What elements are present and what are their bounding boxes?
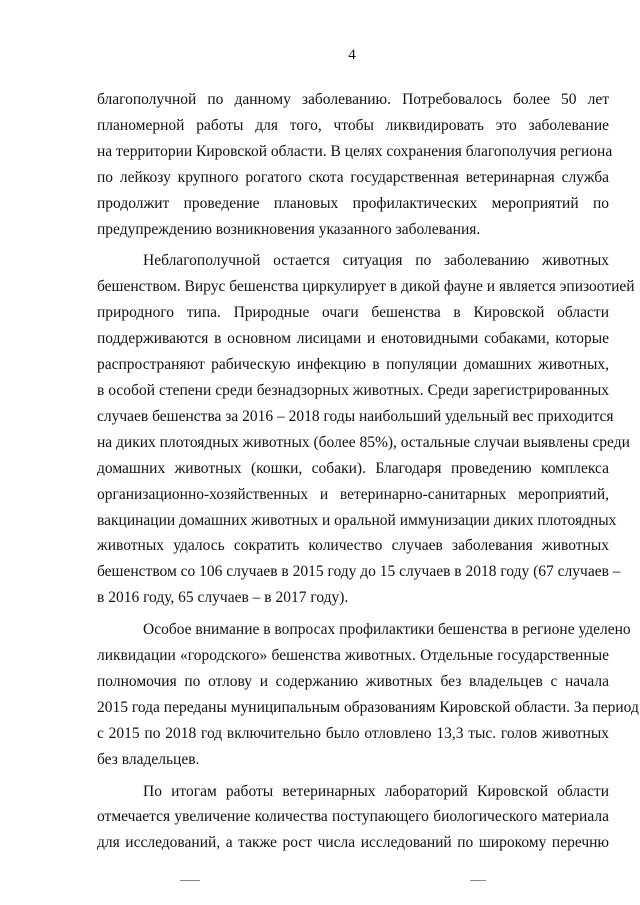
text-line: планомерной работы для того, чтобы ликвидировать это заболевание <box>97 116 609 134</box>
text-line: продолжит проведение плановых профилактических мероприятий по <box>97 194 609 212</box>
text-line: бешенством со 106 случаев в 2015 году до 15 случаев в 2018 году (67 случаев – <box>97 563 621 581</box>
scan-mark <box>180 880 200 881</box>
text-line: вакцинации домашних животных и оральной иммунизации диких плотоядных <box>97 511 617 529</box>
text-line: с 2015 по 2018 год включительно было отловлено 13,3 тыс. голов животных <box>97 724 609 742</box>
text-line: ликвидации «городского» бешенства животных. Отдельные государственные <box>97 647 609 665</box>
text-line: бешенством. Вирус бешенства циркулирует в дикой фауне и является эпизоотией <box>97 278 635 296</box>
text-line: для исследований, а также рост числа исследований по широкому перечню <box>97 834 609 852</box>
paragraph-4 <box>97 779 609 857</box>
text-line: случаев бешенства за 2016 – 2018 годы наибольший удельный вес приходится <box>97 407 614 425</box>
scan-mark <box>470 880 486 881</box>
text-line: природного типа. Природные очаги бешенства в Кировской области <box>97 304 609 322</box>
text-line: 2015 года переданы муниципальным образованиям Кировской области. За период <box>97 698 639 716</box>
page-number: 4 <box>348 47 356 63</box>
text-line: полномочия по отлову и содержанию животных без владельцев с начала <box>97 672 609 690</box>
text-line: поддерживаются в основном лисицами и енотовидными собаками, которые <box>97 330 609 348</box>
paragraph-1 <box>97 87 613 242</box>
text-line: отмечается увеличение количества поступающего биологического материала <box>97 808 609 826</box>
text-line: по лейкозу крупного рогатого скота государственная ветеринарная служба <box>97 168 609 186</box>
text-line: животных удалось сократить количество случаев заболевания животных <box>97 537 609 555</box>
text-line: организационно-хозяйственных и ветеринарно-санитарных мероприятий, <box>97 485 609 503</box>
text-line: на территории Кировской области. В целях сохранения благополучия региона <box>97 142 613 160</box>
text-line: распространяют рабическую инфекцию в популяции домашних животных, <box>97 356 609 374</box>
text-line: Неблагополучной остается ситуация по заболеванию животных <box>143 252 609 270</box>
paragraph-2 <box>97 248 635 611</box>
text-line: благополучной по данному заболеванию. Потребовалось более 50 лет <box>97 91 609 108</box>
text-line: в особой степени среди безнадзорных животных. Среди зарегистрированных <box>97 381 609 399</box>
document-body <box>97 87 639 862</box>
scan-artifacts <box>0 880 640 890</box>
text-line: домашних животных (кошки, собаки). Благодаря проведению комплекса <box>97 459 609 477</box>
text-line: По итогам работы ветеринарных лабораторий Кировской области <box>143 782 609 800</box>
paragraph-3 <box>97 617 639 772</box>
text-line: на диких плотоядных животных (более 85%), остальные случаи выявлены среди <box>97 433 630 451</box>
text-line: Особое внимание в вопросах профилактики бешенства в регионе уделено <box>143 621 631 639</box>
text-line: предупреждению возникновения указанного заболевания. <box>97 220 481 238</box>
text-line: в 2016 году, 65 случаев – в 2017 году). <box>97 589 349 607</box>
text-line: без владельцев. <box>97 750 200 768</box>
